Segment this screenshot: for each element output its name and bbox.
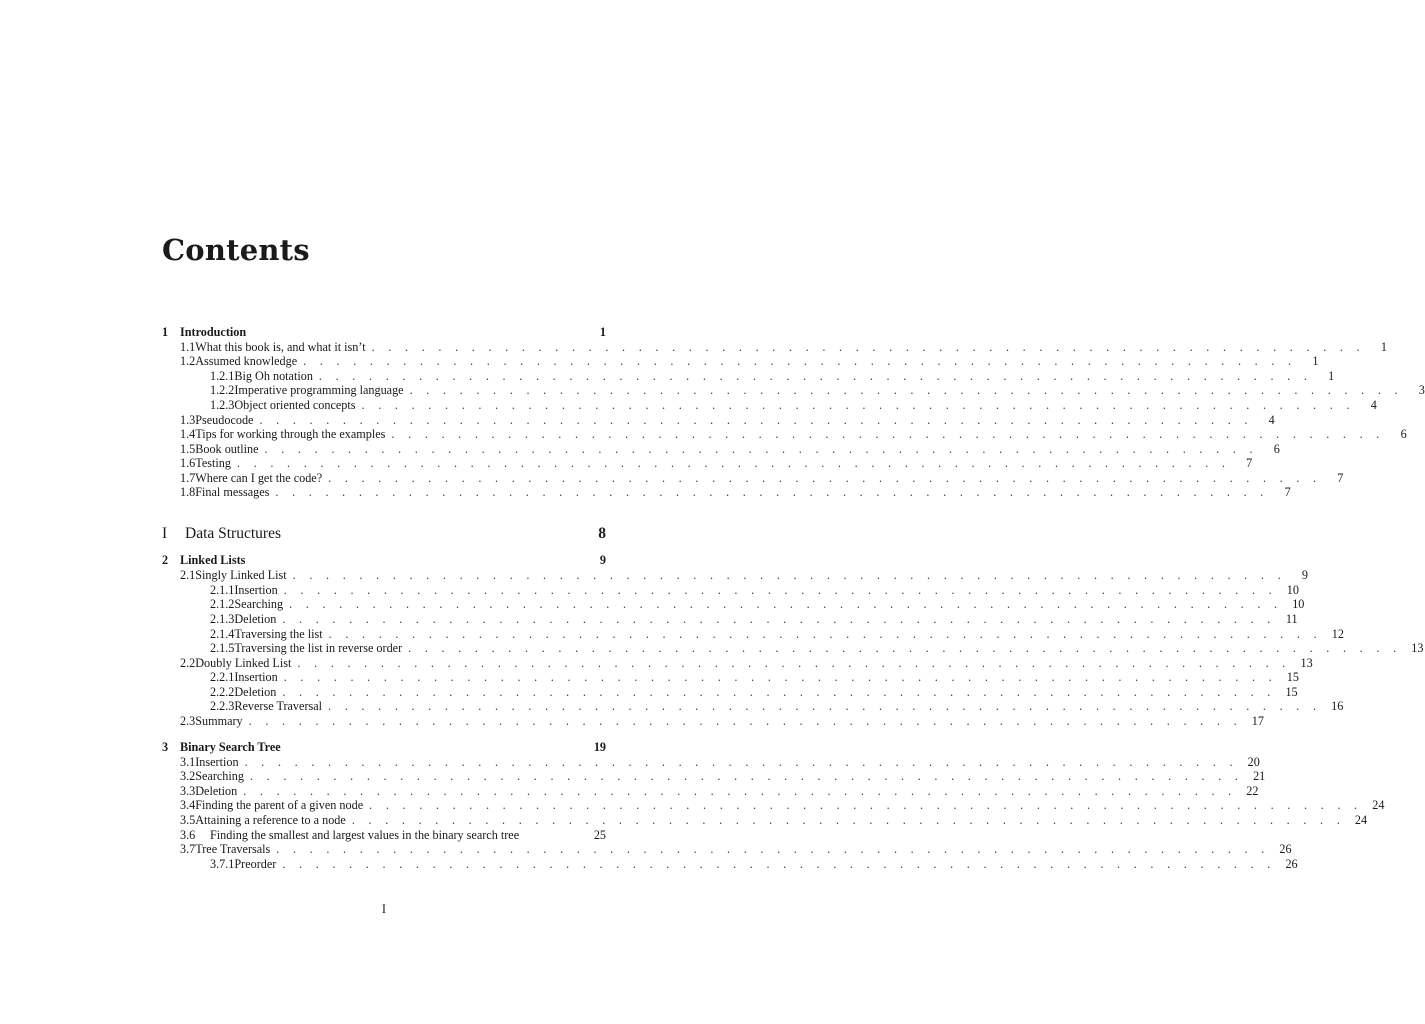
toc-entry-number: 2.1.2 (210, 597, 235, 611)
dot-leader: . . . . . . . . . . . . . . . . . . . . . . . . . . . . . . . . . . . . . . . . . . . . . . . . . . . . . . . . . . . . (328, 699, 1322, 713)
page-number: I (381, 902, 387, 916)
toc-entry-chap[interactable] (162, 740, 606, 755)
toc-entry-page: 24 (1372, 798, 1385, 812)
toc-entry-title: Linked Lists (180, 553, 246, 567)
toc-entry-sub[interactable] (162, 398, 1377, 413)
toc-entry-title: Summary (195, 714, 243, 728)
toc-entry-title: Testing (195, 456, 231, 470)
dot-leader: . . . . . . . . . . . . . . . . . . . . . . . . . . . . . . . . . . . . . . . . . . . . . . . . . . . . . . . . . . . . (283, 583, 1277, 597)
dot-leader: . . . . . . . . . . . . . . . . . . . . . . . . . . . . . . . . . . . . . . . . . . . . . . . . . . . . . . . . . . . . (408, 641, 1402, 655)
toc-entry-sub[interactable] (162, 597, 1305, 612)
toc-entry-page: 10 (1286, 583, 1299, 597)
toc-entry-page: 13 (1300, 656, 1313, 670)
dot-leader: . . . . . . . . . . . . . . . . . . . . . . . . . . . . . . . . . . . . . . . . . . . . . . . . . . . . . . . . . . . . (248, 714, 1242, 728)
toc-entry-title: Insertion (234, 583, 278, 597)
dot-leader: . . . . . . . . . . . . . . . . . . . . . . . . . . . . . . . . . . . . . . . . . . . . . . . . . . . . . . . . . . . . (351, 813, 1346, 827)
toc-entry-title: Pseudocode (195, 413, 254, 427)
toc-entry-number: 1.5 (180, 442, 196, 456)
toc-entry-sub[interactable] (162, 641, 1424, 656)
toc-entry-title: Singly Linked List (195, 568, 287, 582)
dot-leader: . . . . . . . . . . . . . . . . . . . . . . . . . . . . . . . . . . . . . . . . . . . . . . . . . . . . . . . . . . . . (361, 398, 1355, 412)
toc-entry-page: 19 (593, 740, 606, 754)
toc-entry-page: 1 (1380, 340, 1387, 354)
dot-leader: . . . . . . . . . . . . . . . . . . . . . . . . . . . . . . . . . . . . . . . . . . . . . . . . . . . . . . . . . . . . (264, 442, 1258, 456)
toc-entry-sub[interactable] (162, 685, 1298, 700)
toc-entry-page: 13 (1411, 641, 1424, 655)
toc-entry-number: 1.4 (180, 427, 196, 441)
toc-entry-page: 26 (1285, 857, 1298, 871)
toc-entry-number: 2.2.2 (210, 685, 235, 699)
toc-entry-sub[interactable] (162, 583, 1299, 598)
toc-entry-page: 6 (1273, 442, 1280, 456)
toc-entry-sec[interactable] (162, 798, 1385, 813)
toc-entry-number: 2.1.4 (210, 627, 235, 641)
dot-leader: . . . . . . . . . . . . . . . . . . . . . . . . . . . . . . . . . . . . . . . . . . . . . . . . . . . . . . . . . . . . (328, 471, 1322, 485)
toc-entry-page: 24 (1354, 813, 1368, 827)
dot-leader: . . . . . . . . . . . . . . . . . . . . . . . . . . . . . . . . . . . . . . . . . . . . . . . . . . . . . . . . . . . . (292, 568, 1286, 582)
toc-entry-number: 2 (162, 553, 169, 567)
dot-leader: . . . . . . . . . . . . . . . . . . . . . . . . . . . . . . . . . . . . . . . . . . . . . . . . . . . . . . . . . . . . (275, 485, 1269, 499)
dot-leader: . . . . . . . . . . . . . . . . . . . . . . . . . . . . . . . . . . . . . . . . . . . . . . . . . . . . . . . . . . . . (303, 354, 1297, 368)
toc-entry-title: Insertion (234, 670, 278, 684)
dot-leader: . . . . . . . . . . . . . . . . . . . . . . . . . . . . . . . . . . . . . . . . . . . . . . . . . . . . . . . . . . . . (391, 427, 1385, 441)
toc-entry-number: 3.2 (180, 769, 196, 783)
toc-entry-sec[interactable] (162, 427, 1407, 442)
dot-leader: . . . . . . . . . . . . . . . . . . . . . . . . . . . . . . . . . . . . . . . . . . . . . . . . . . . . . . . . . . . . (328, 627, 1322, 641)
toc-entry-number: 1.2 (180, 354, 196, 368)
toc-entry-title: Finding the parent of a given node (195, 798, 364, 812)
toc-entry-sec[interactable] (162, 813, 1368, 828)
toc-entry-title: Deletion (234, 612, 277, 626)
toc-entry-page: 7 (1284, 485, 1291, 499)
toc-entry-page: 4 (1268, 413, 1275, 427)
toc-entry-title: Assumed knowledge (195, 354, 298, 368)
toc-entry-page: 1 (1328, 369, 1335, 383)
toc-entry-title: Doubly Linked List (195, 656, 292, 670)
toc-entry-title: Attaining a reference to a node (195, 813, 346, 827)
toc-entry-title: Final messages (195, 485, 270, 499)
toc-entry-sec[interactable] (162, 842, 1292, 857)
toc-entry-page: 15 (1285, 685, 1298, 699)
toc-entry-page: 15 (1286, 670, 1299, 684)
toc-entry-page: 16 (1331, 699, 1344, 713)
toc-entry-title: Introduction (180, 325, 247, 339)
toc-entry-sec[interactable] (162, 568, 1308, 583)
toc-entry-title: Book outline (195, 442, 259, 456)
toc-entry-number: 2.3 (180, 714, 196, 728)
toc-entry-page: 7 (1246, 456, 1253, 470)
toc-entry-number: 2.2.1 (210, 670, 235, 684)
toc-entry-sub[interactable] (162, 612, 1298, 627)
toc-entry-sub[interactable] (162, 369, 1335, 384)
toc-entry-sec[interactable] (162, 769, 1266, 784)
toc-entry-page: 7 (1337, 471, 1344, 485)
toc-entry-number: 3.1 (180, 755, 196, 769)
toc-entry-part[interactable] (162, 524, 606, 544)
dot-leader: . . . . . . . . . . . . . . . . . . . . . . . . . . . . . . . . . . . . . . . . . . . . . . . . . . . . . . . . . . . . (409, 383, 1403, 397)
toc-entry-title: Deletion (195, 784, 238, 798)
dot-leader: . . . . . . . . . . . . . . . . . . . . . . . . . . . . . . . . . . . . . . . . . . . . . . . . . . . . . . . . . . . . (259, 413, 1253, 427)
toc-entry-title: Tree Traversals (195, 842, 271, 856)
toc-entry-sec[interactable] (162, 471, 1344, 486)
toc-entry-number: 1.7 (180, 471, 196, 485)
toc-entry-number: 3.7.1 (210, 857, 235, 871)
toc-entry-number: 2.1.3 (210, 612, 235, 626)
dot-leader: . . . . . . . . . . . . . . . . . . . . . . . . . . . . . . . . . . . . . . . . . . . . . . . . . . . . . . . . . . . . (318, 369, 1313, 383)
toc-entry-number: 2.1.5 (210, 641, 235, 655)
toc-entry-page: 20 (1247, 755, 1260, 769)
toc-entry-page: 11 (1285, 612, 1298, 626)
toc-entry-title: Data Structures (185, 525, 281, 542)
toc-entry-number: I (162, 525, 168, 542)
dot-leader: . . . . . . . . . . . . . . . . . . . . . . . . . . . . . . . . . . . . . . . . . . . . . . . . . . . . . . . . . . . . (369, 798, 1363, 812)
toc-entry-title: Traversing the list (234, 627, 323, 641)
toc-entry-number: 1 (162, 325, 169, 339)
toc-entry-chap[interactable] (162, 553, 606, 568)
toc-entry-title: Searching (195, 769, 244, 783)
toc-entry-sec[interactable] (162, 442, 1280, 457)
toc-entry-title: Insertion (195, 755, 239, 769)
toc-entry-page: 1 (599, 325, 606, 339)
toc-entry-title: Searching (234, 597, 284, 611)
toc-entry-number: 2.2 (180, 656, 196, 670)
dot-leader: . . . . . . . . . . . . . . . . . . . . . . . . . . . . . . . . . . . . . . . . . . . . . . . . . . . . . . . . . . . . (249, 769, 1244, 783)
toc-entry-number: 1.2.2 (210, 383, 235, 397)
toc-entry-sec[interactable] (162, 656, 1313, 671)
toc-entry-sec[interactable] (162, 456, 1253, 471)
toc-entry-page: 10 (1292, 597, 1305, 611)
dot-leader: . . . . . . . . . . . . . . . . . . . . . . . . . . . . . . . . . . . . . . . . . . . . . . . . . . . . . . . . . . . . (282, 685, 1276, 699)
dot-leader: . . . . . . . . . . . . . . . . . . . . . . . . . . . . . . . . . . . . . . . . . . . . . . . . . . . . . . . . . . . . (283, 670, 1277, 684)
page-title: Contents (162, 233, 310, 267)
toc-entry-title: Where can I get the code? (195, 471, 323, 485)
toc-entry-sec[interactable] (162, 755, 1260, 770)
toc-entry-number: 3.7 (180, 842, 196, 856)
dot-leader: . . . . . . . . . . . . . . . . . . . . . . . . . . . . . . . . . . . . . . . . . . . . . . . . . . . . . . . . . . . . (297, 656, 1291, 670)
toc-entry-page: 9 (599, 553, 606, 567)
toc-entry-page: 21 (1253, 769, 1266, 783)
toc-entry-number: 3.4 (180, 798, 196, 812)
toc-entry-number: 2.1 (180, 568, 196, 582)
toc-entry-number: 1.8 (180, 485, 196, 499)
toc-entry-page: 17 (1251, 714, 1264, 728)
toc-entry-sub[interactable] (162, 383, 1425, 398)
toc-entry-title: Tips for working through the examples (195, 427, 386, 441)
toc-entry-page: 12 (1331, 627, 1344, 641)
toc-entry-page: 8 (598, 525, 606, 542)
toc-entry-number: 2.2.3 (210, 699, 235, 713)
toc-entry-number: 1.3 (180, 413, 196, 427)
toc-entry-sub[interactable] (162, 699, 1344, 714)
toc-entry-title: Traversing the list in reverse order (234, 641, 403, 655)
table-of-contents (162, 0, 1425, 1024)
toc-entry-page: 9 (1301, 568, 1308, 582)
toc-entry-sec[interactable] (162, 413, 1275, 428)
toc-entry-title: Imperative programming language (234, 383, 404, 397)
toc-entry-page: 26 (1279, 842, 1292, 856)
toc-entry-chap[interactable] (162, 325, 606, 340)
toc-entry-sub[interactable] (162, 670, 1299, 685)
toc-entry-page: 1 (1312, 354, 1319, 368)
toc-entry-page: 3 (1418, 383, 1425, 397)
toc-entry-number: 3.3 (180, 784, 196, 798)
toc-entry-page: 4 (1370, 398, 1377, 412)
toc-entry-title: Preorder (234, 857, 277, 871)
toc-entry-number: 1.6 (180, 456, 196, 470)
toc-entry-number: 1.2.3 (210, 398, 235, 412)
toc-entry-number: 2.1.1 (210, 583, 235, 597)
toc-entry-title: Object oriented concepts (234, 398, 356, 412)
toc-entry-page: 22 (1246, 784, 1259, 798)
toc-entry-number: 3.6 (180, 828, 196, 842)
dot-leader: . . . . . . . . . . . . . . . . . . . . . . . . . . . . . . . . . . . . . . . . . . . . . . . . . . . . . . . . . . . . (243, 784, 1237, 798)
toc-entry-title: Reverse Traversal (234, 699, 323, 713)
toc-entry-sec[interactable] (162, 784, 1259, 799)
dot-leader: . . . . . . . . . . . . . . . . . . . . . . . . . . . . . . . . . . . . . . . . . . . . . . . . . . . . . . . . . . . . (371, 340, 1365, 354)
toc-entry-sec[interactable] (162, 340, 1387, 355)
toc-entry-title: Deletion (234, 685, 277, 699)
dot-leader: . . . . . . . . . . . . . . . . . . . . . . . . . . . . . . . . . . . . . . . . . . . . . . . . . . . . . . . . . . . . (236, 456, 1231, 470)
toc-entry-sec[interactable] (162, 354, 1319, 369)
toc-entry-sub[interactable] (162, 857, 1298, 872)
toc-entry-title: What this book is, and what it isn’t (195, 340, 366, 354)
toc-entry-page: 6 (1400, 427, 1407, 441)
dot-leader: . . . . . . . . . . . . . . . . . . . . . . . . . . . . . . . . . . . . . . . . . . . . . . . . . . . . . . . . . . . . (282, 857, 1276, 871)
toc-entry-number: 1.2.1 (210, 369, 235, 383)
toc-entry-sub[interactable] (162, 627, 1344, 642)
toc-entry-number: 3 (162, 740, 169, 754)
dot-leader: . . . . . . . . . . . . . . . . . . . . . . . . . . . . . . . . . . . . . . . . . . . . . . . . . . . . . . . . . . . . (282, 612, 1276, 626)
toc-entry-page: 25 (593, 828, 606, 842)
toc-entry-title: Finding the smallest and largest values in the binary search tree (210, 828, 520, 842)
toc-entry-number: 3.5 (180, 813, 196, 827)
toc-entry-sec[interactable] (162, 485, 1291, 500)
toc-entry-sec[interactable] (162, 714, 1264, 729)
toc-entry-sec[interactable] (162, 828, 606, 843)
toc-entry-title: Big Oh notation (234, 369, 313, 383)
dot-leader: . . . . . . . . . . . . . . . . . . . . . . . . . . . . . . . . . . . . . . . . . . . . . . . . . . . . . . . . . . . . (289, 597, 1283, 611)
dot-leader: . . . . . . . . . . . . . . . . . . . . . . . . . . . . . . . . . . . . . . . . . . . . . . . . . . . . . . . . . . . . (276, 842, 1270, 856)
toc-entry-title: Binary Search Tree (180, 740, 281, 754)
dot-leader: . . . . . . . . . . . . . . . . . . . . . . . . . . . . . . . . . . . . . . . . . . . . . . . . . . . . . . . . . . . . (244, 755, 1238, 769)
toc-entry-number: 1.1 (180, 340, 196, 354)
